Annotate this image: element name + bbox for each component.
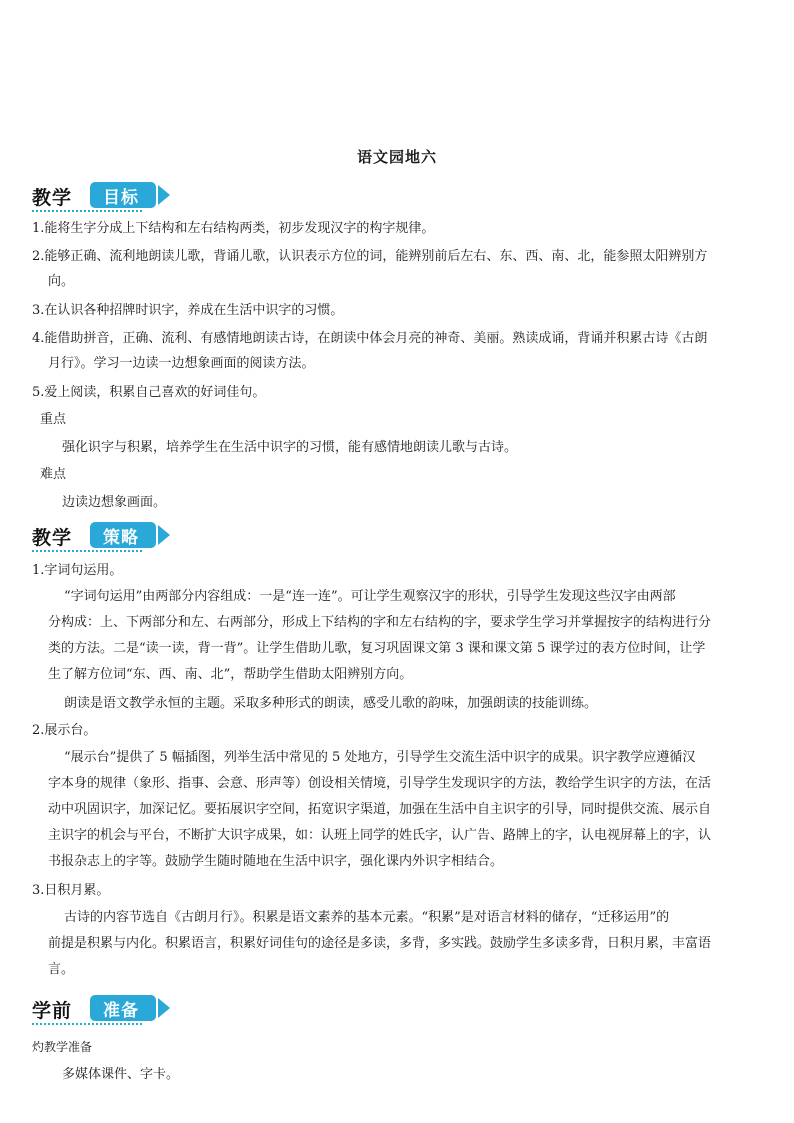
prep-text: 多媒体课件、字卡。 (62, 1067, 180, 1082)
strategy-2-line-5: 书报杂志上的字等。鼓励学生随时随地在生活中识字，强化课内外识字相结合。 (48, 854, 504, 869)
strategy-3-line-3: 言。 (48, 962, 75, 977)
goal-item-4-line-1: 4.能借助拼音，正确、流利、有感情地朗读古诗，在朗读中体会月亮的神奇、美丽。熟读成诵，背诵并积累古诗《古朗 (32, 331, 708, 346)
strategy-1-para-1-line-4: 生了解方位词“东、西、南、北”，帮助学生借助太阳辨别方向。 (48, 667, 413, 682)
goal-item-2-line-1: 2.能够正确、流利地朗读儿歌，背诵儿歌，认识表示方位的词，能辨别前后左右、东、西、南、北，能参照太阳辨别方 (32, 249, 708, 264)
goal-item-4-line-2: 月行》。学习一边读一边想象画面的阅读方法。 (48, 356, 315, 371)
section-badge-label: 策略 (103, 528, 139, 548)
section-header-goals (32, 180, 172, 214)
goal-item-5: 5.爱上阅读，积累自己喜欢的好词佳句。 (32, 385, 266, 400)
section-header-strategy (32, 520, 172, 554)
strategy-2-line-1: “展示台”提供了 5 幅插图，列举生活中常见的 5 处地方，引导学生交流生活中识字的成果。识字教学应遵循汉 (64, 750, 696, 765)
prep-label: 灼教学准备 (32, 1040, 93, 1054)
strategy-1-title: 1.字词句运用。 (32, 563, 123, 578)
strategy-2-line-2: 字本身的规律（象形、指事、会意、形声等）创设相关情境，引导学生发现识字的方法，教给学生识字的方法，在活 (48, 776, 712, 791)
section-underline (32, 210, 142, 212)
section-badge (86, 180, 170, 210)
section-badge-label: 目标 (103, 188, 139, 208)
page-title: 语文园地六 (356, 148, 437, 166)
section-main-label: 教学 (32, 187, 73, 209)
section-main-label: 教学 (32, 527, 73, 549)
strategy-1-para-2: 朗读是语文教学永恒的主题。采取多种形式的朗读，感受儿歌的韵味，加强朗读的技能训练。 (64, 696, 598, 711)
section-underline (32, 1023, 142, 1025)
key-point-text: 强化识字与积累，培养学生在生活中识字的习惯，能有感情地朗读儿歌与古诗。 (62, 440, 518, 455)
strategy-1-para-1-line-1: “字词句运用”由两部分内容组成：一是“连一连”。可让学生观察汉字的形状，引导学生发现这些汉字由两部 (64, 589, 676, 604)
difficulty-text: 边读边想象画面。 (62, 495, 167, 510)
difficulty-label: 难点 (40, 467, 67, 482)
strategy-1-para-1-line-2: 分构成：上、下两部分和左、右两部分，形成上下结构的字和左右结构的字，要求学生学习并掌握按字的结构进行分 (48, 615, 712, 630)
goal-item-3: 3.在认识各种招牌时识字，养成在生活中识字的习惯。 (32, 303, 344, 318)
strategy-2-line-4: 主识字的机会与平台，不断扩大识字成果，如：认班上同学的姓氏字，认广告、路牌上的字，认电视屏幕上的字，认 (48, 828, 712, 843)
strategy-2-title: 2.展示台。 (32, 723, 97, 738)
section-badge (86, 520, 170, 550)
section-badge (86, 993, 170, 1023)
strategy-2-line-3: 动中巩固识字，加深记忆。要拓展识字空间，拓宽识字渠道，加强在生活中自主识字的引导，同时提供交流、展示自 (48, 802, 712, 817)
strategy-3-line-2: 前提是积累与内化。积累语言，积累好词佳句的途径是多读，多背，多实践。鼓励学生多读多背，日积月累，丰富语 (48, 936, 712, 951)
strategy-1-para-1-line-3: 类的方法。二是“读一读，背一背”。让学生借助儿歌，复习巩固课文第 3 课和课文第 5 课学过的表方位时间，让学 (48, 641, 706, 656)
goal-item-2-line-2: 向。 (48, 274, 75, 289)
section-main-label: 学前 (32, 1000, 73, 1022)
key-point-label: 重点 (40, 412, 67, 427)
strategy-3-title: 3.日积月累。 (32, 883, 110, 898)
section-underline (32, 550, 142, 552)
strategy-3-line-1: 古诗的内容节选自《古朗月行》。积累是语文素养的基本元素。“积累”是对语言材料的储存，“迁移运用”的 (64, 910, 670, 925)
section-header-prep (32, 993, 172, 1027)
goal-item-1: 1.能将生字分成上下结构和左右结构两类，初步发现汉字的构字规律。 (32, 221, 435, 236)
section-badge-label: 准备 (103, 1001, 139, 1021)
